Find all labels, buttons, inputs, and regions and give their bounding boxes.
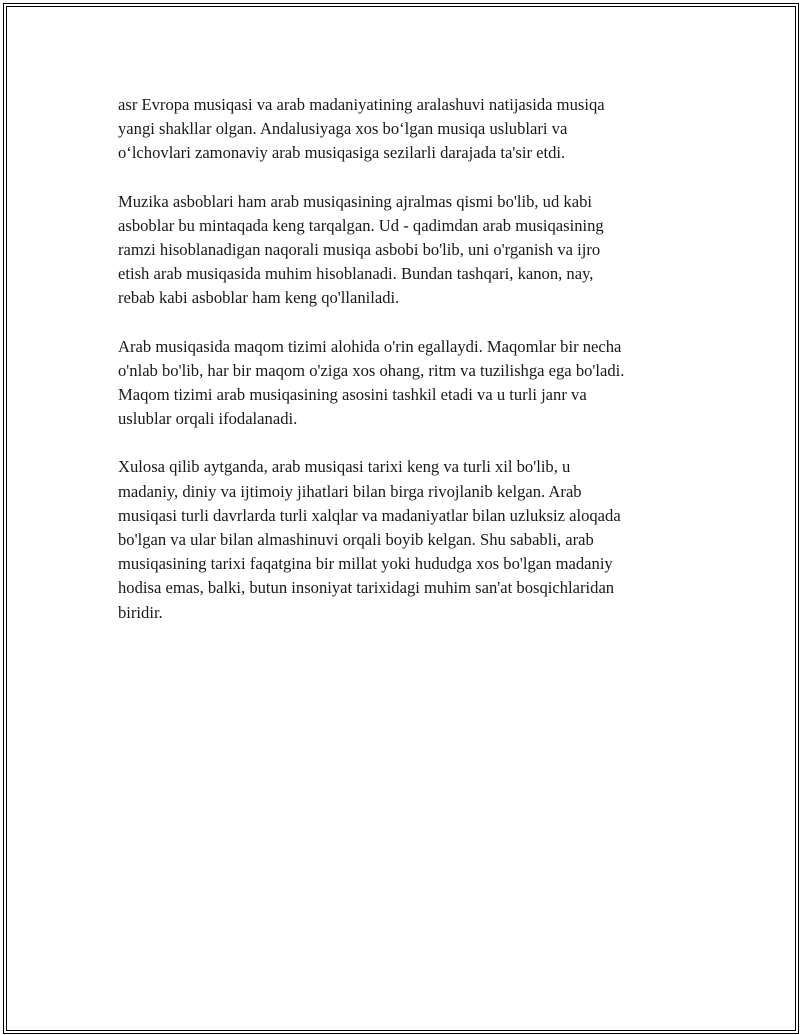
text-line: musiqasining tarixi faqatgina bir millat yoki hududga xos bo'lgan madaniy [118, 554, 613, 574]
document-body [118, 93, 688, 649]
text-line: Arab musiqasida maqom tizimi alohida o'rin egallaydi. Maqomlar bir necha [118, 336, 622, 356]
text-line: o'nlab bo'lib, har bir maqom o'ziga xos ohang, ritm va tuzilishga ega bo'ladi. [118, 360, 625, 380]
text-line: yangi shakllar olgan. Andalusiyaga xos bo‘lgan musiqa uslublari va [118, 119, 568, 139]
text-line: Xulosa qilib aytganda, arab musiqasi tarixi keng va turli xil bo'lib, u [118, 457, 571, 477]
paragraph-3 [118, 335, 688, 432]
text-line: bo'lgan va ular bilan almashinuvi orqali boyib kelgan. Shu sababli, arab [118, 530, 594, 550]
text-line: madaniy, diniy va ijtimoiy jihatlari bilan birga rivojlanib kelgan. Arab [118, 481, 582, 501]
text-line: Muzika asboblari ham arab musiqasining ajralmas qismi bo'lib, ud kabi [118, 191, 592, 211]
text-line: musiqasi turli davrlarda turli xalqlar va madaniyatlar bilan uzluksiz aloqada [118, 505, 621, 525]
text-line: rebab kabi asboblar ham keng qo'llaniladi. [118, 288, 400, 308]
text-line: o‘lchovlari zamonaviy arab musiqasiga sezilarli darajada ta'sir etdi. [118, 143, 566, 163]
paragraph-4 [118, 455, 688, 624]
text-line: asboblar bu mintaqada keng tarqalgan. Ud - qadimdan arab musiqasining [118, 215, 604, 235]
paragraph-2 [118, 190, 688, 311]
text-line: etish arab musiqasida muhim hisoblanadi. Bundan tashqari, kanon, nay, [118, 264, 594, 284]
paragraph-1 [118, 93, 688, 166]
text-line: uslublar orqali ifodalanadi. [118, 409, 298, 429]
text-line: asr Evropa musiqasi va arab madaniyatining aralashuvi natijasida musiqa [118, 95, 605, 114]
text-line: Maqom tizimi arab musiqasining asosini tashkil etadi va u turli janr va [118, 385, 587, 405]
text-line: biridir. [118, 602, 163, 622]
text-line: ramzi hisoblanadigan naqorali musiqa asbobi bo'lib, uni o'rganish va ijro [118, 240, 601, 260]
text-line: hodisa emas, balki, butun insoniyat tarixidagi muhim san'at bosqichlaridan [118, 578, 615, 598]
